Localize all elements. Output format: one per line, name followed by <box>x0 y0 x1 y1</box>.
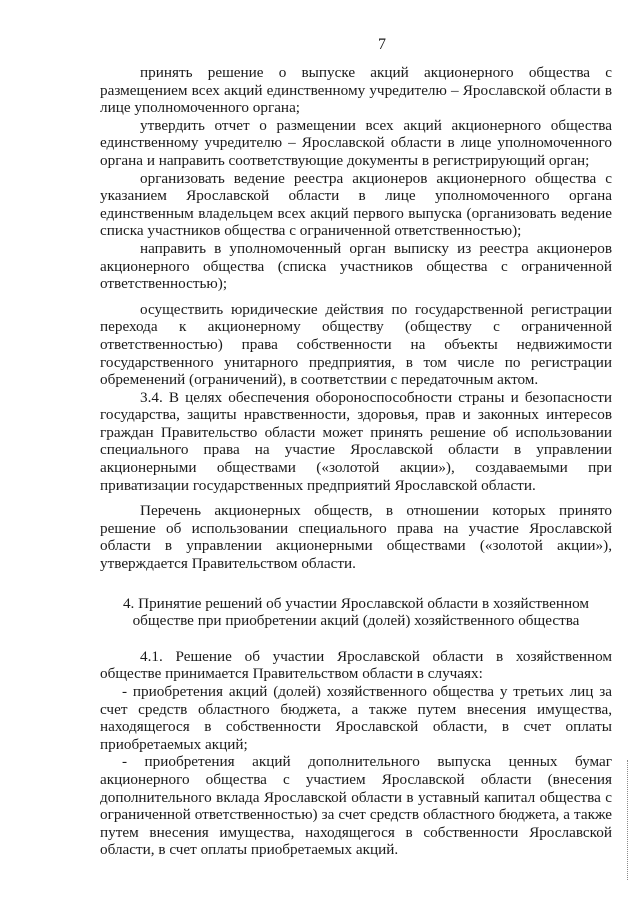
list-item: - приобретения акций (долей) хозяйственного общества у третьих лиц за счет средств областного бюджета, а также путем внесения имущества, находящегося в собственности Ярославской области, в счет оплаты приобретаемых акций; <box>100 683 612 753</box>
page-number: 7 <box>378 36 386 53</box>
paragraph: направить в уполномоченный орган выписку из реестра акционеров акционерного общества (списка участников общества с ограниченной ответственностью); <box>100 239 612 293</box>
paragraph: 4.1. Решение об участии Ярославской области в хозяйственном обществе принимается Правительством области в случаях: <box>100 647 612 683</box>
list-item: - приобретения акций дополнительного выпуска ценных бумаг акционерного общества с участием Ярославской области (внесения дополнительного вклада Ярославской области в уставный капитал общества с ограниченной ответственностью) за счет средств областного бюджета, а также путем внесения имущества, находящегося в собственности Ярославской области, в счет оплаты приобретаемых акций. <box>100 753 612 859</box>
document-body <box>100 64 612 859</box>
section-title: 4. Принятие решений об участии Ярославской области в хозяйственном обществе при приобретении акций (долей) хозяйственного общества <box>122 594 590 630</box>
paragraph: утвердить отчет о размещении всех акций акционерного общества единственному учредителю – Ярославской области в лице уполномоченного органа и направить соответствующие документы в регистрирующий орган; <box>100 116 612 169</box>
paragraph: 3.4. В целях обеспечения обороноспособности страны и безопасности государства, защиты нравственности, здоровья, прав и законных интересов граждан Правительство области может принять решение об использовании специального права на участие Ярославской области в управлении акционерными обществами («золотой акции»), создаваемыми при приватизации государственных предприятий Ярославской области. <box>100 388 612 494</box>
paragraph: Перечень акционерных обществ, в отношении которых принято решение об использовании специального права на участие Ярославской области в управлении акционерными обществами («золотой акции»), утверждается Правительством области. <box>100 502 612 573</box>
scan-margin-mark <box>627 760 630 880</box>
paragraph: осуществить юридические действия по государственной регистрации перехода к акционерному обществу (обществу с ограниченной ответственностью) права собственности на объекты недвижимости государственного унитарного предприятия, в том числе по регистрации обременений (ограничений), в соответствии с передаточным актом. <box>100 300 612 389</box>
paragraph: организовать ведение реестра акционеров акционерного общества с указанием Ярославской области в лице уполномоченного органа единственным владельцем всех акций первого выпуска (организовать ведение списка участников общества с ограниченной ответственностью); <box>100 169 612 240</box>
paragraph: принять решение о выпуске акций акционерного общества с размещением всех акций единственному учредителю – Ярославской области в лице уполномоченного органа; <box>100 64 612 117</box>
